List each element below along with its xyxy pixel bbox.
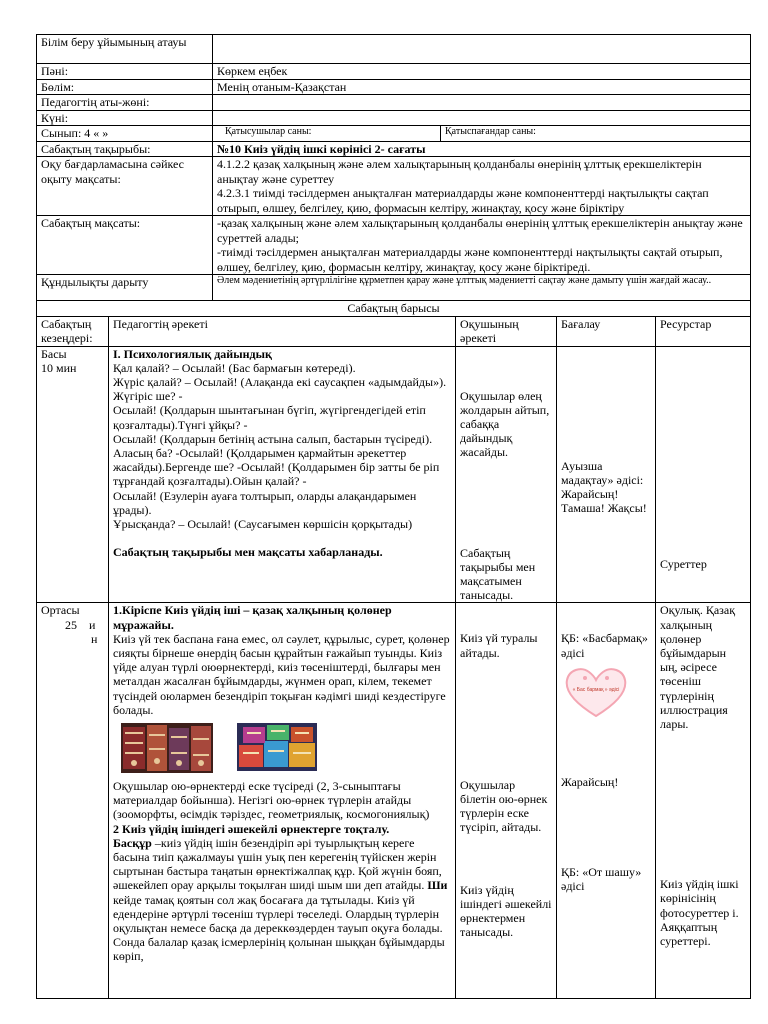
org-value xyxy=(213,35,751,64)
start-student-cell xyxy=(456,346,557,603)
middle-heading-2: 2 Киіз үйдің ішіндегі әшекейлі өрнектерге тоқталу. xyxy=(113,821,390,836)
start-stage-name: Басы xyxy=(41,346,67,361)
subject-label: Пәні: xyxy=(37,64,213,80)
middle-eval-2: Жарайсың! xyxy=(561,774,619,789)
middle-resource-1: Оқулық. Қазақ халқының қолөнер бұйымдарын ың, әсіресе төсеніш түрлерінің иллюстрация лары. xyxy=(660,603,736,731)
goal-2: -тиімді тәсілдермен анықталған материалдарды және компоненттерді нақтылықты сақтай отырып, өлшеу, белгілеу, қию, формасын келтіру, жинақтау, қосу және біріктіреді. xyxy=(217,245,723,274)
org-label: Білім беру ұйымының атауы xyxy=(37,35,213,64)
objective-1: 4.1.2.2 қазақ халқының және әлем халықтарының қолданбалы өнерінің ұлттық ерекшеліктерін анықтау және суреттеу xyxy=(217,157,702,186)
middle-eval-cell xyxy=(557,603,656,999)
values-value: Әлем мәдениетінің әртүрлілігіне құрметпен қарау және ұлттық мәдениетті сақтау және дамыту үшін жағдай жасау.. xyxy=(213,275,751,301)
middle-stage-name: Ортасы xyxy=(41,603,80,618)
subject-value: Көркем еңбек xyxy=(213,64,751,80)
lesson-plan-page xyxy=(36,34,750,999)
middle-student-cell xyxy=(456,603,557,999)
carpets-photo xyxy=(121,723,213,773)
start-closing: Сабақтың тақырыбы мен мақсаты хабарланады. xyxy=(113,545,383,560)
section-label: Бөлім: xyxy=(37,79,213,95)
textile-images xyxy=(121,723,451,773)
section-value: Менің отаным-Қазақстан xyxy=(213,79,751,95)
start-student-2: Сабақтың тақырыбы мен мақсатымен танысады. xyxy=(460,545,536,603)
goals-cell xyxy=(213,216,751,275)
teacher-value xyxy=(213,95,751,111)
start-resource-cell xyxy=(656,346,751,603)
date-label: Күні: xyxy=(37,110,213,126)
middle-para-1: Киіз үй тек баспана ғана емес, ол сәулет, құрылыс, сурет, қолөнер сияқты бірнеше өнердің басын құрайтын ғажайып туынды. Киіз үйде алуан түрлі оюөрнектерді, киіз төсеніштерді, былғары мен металдан жасалған бұйымдарды, жүнмен орап, кілем, текемет түсіндей оюлармен безендіріп тоқыған кәдімгі шиді кездестіруге болады. xyxy=(113,631,450,717)
present-label: Қатысушылар саны: xyxy=(213,126,441,142)
col-teacher: Педагогтің әрекеті xyxy=(109,316,456,346)
start-teacher-cell xyxy=(109,346,456,603)
header-table xyxy=(36,34,751,317)
topic-label: Сабақтың тақырыбы: xyxy=(37,141,213,157)
start-line: Ұрысқанда? – Осылай! (Саусағымен көршісін қорқытады) xyxy=(113,516,413,531)
middle-student-1: Киіз үй туралы айтады. xyxy=(460,631,538,660)
col-stage: Сабақтың кезеңдері: xyxy=(37,316,109,346)
middle-para-2: Оқушылар ою-өрнектерді еске түсіреді (2, 3-сыныптағы материалдар бойынша). Негізгі ою-өрнек түрлерін атайды (зооморфты, өсімдік тәріздес, геометриялық, космогониялық) xyxy=(113,778,430,822)
middle-eval-3: ҚБ: «От шашу» әдісі xyxy=(561,865,642,894)
middle-heading-1: 1.Кіріспе Киіз үйдің іші – қазақ халқының қолөнер мұражайы. xyxy=(113,603,392,632)
baskur-term: Басқұр xyxy=(113,835,152,850)
col-eval: Бағалау xyxy=(557,316,656,346)
objectives-cell xyxy=(213,157,751,216)
middle-student-2: Оқушылар білетін ою-өрнек түрлерін еске түсіріп, айтады. xyxy=(460,777,548,835)
start-line: Жүріс қалай? – Осылай! (Алақанда екі саусақпен «адымдайды»). Жүгіріс ше? - xyxy=(113,374,447,404)
start-line: Қал қалай? – Осылай! (Бас бармағын көтереді). xyxy=(113,360,356,375)
start-line: Аласың ба? -Осылай! (Қолдарымен қармайтын әрекеттер жасайды).Бергенде ше? -Осылай! (Қолдарымен бір затты бе ріп тұрғандай қозғалтады).Ойын қалай? - xyxy=(113,445,440,489)
teacher-label: Педагогтің аты-жөні: xyxy=(37,95,213,111)
middle-resource-cell xyxy=(656,603,751,999)
middle-student-3: Киіз үйдің ішіндегі әшекейлі өрнектермен танысады. xyxy=(460,882,552,940)
shi-text: кейде тамақ қоятын сол жақ босағаға да тұтылады. Киіз үй едендеріне әртүрлі төсеніш түрлері төселеді. Олардың түрлерін оқулықтан немесе басқа да дереккөздерден тауып оқуға болады. Сонда балалар қазақ ісмерлерінің қолынан шыққан бұйымдарды көріп, xyxy=(113,892,445,964)
date-value xyxy=(213,110,751,126)
middle-resource-2: Киіз үйдің ішкі көрінісінің фотосуреттер і. Аяққаптың суреттері. xyxy=(660,877,739,948)
objective-2: 4.2.3.1 тиімді тәсілдермен анықталған материалдарды және компоненттерді нақтылықты сақтап отырып, өлшеу, белгілеу, қию, формасын келтіру, жинақтау, қосу және біріктіру xyxy=(217,186,709,215)
start-eval: Ауызша мадақтау» әдісі: Жарайсың! Тамаша! Жақсы! xyxy=(561,458,647,516)
lesson-title: Сабақтың барысы xyxy=(37,301,751,317)
values-label: Құндылықты дарыту xyxy=(37,275,213,301)
start-line: Осылай! (Езулерін ауаға толтырып, оларды алақандарымен ұрады). xyxy=(113,488,417,517)
middle-stage-cell xyxy=(37,603,109,999)
absent-label: Қатыспағандар саны: xyxy=(441,126,751,142)
heart-text: « Бас бармақ » әдісі xyxy=(572,686,620,693)
class-label: Сынып: 4 « » xyxy=(37,126,213,142)
start-line: Осылай! (Қолдарын бетінің астына салып, бастарын түсіреді). xyxy=(113,431,433,446)
middle-eval-1: ҚБ: «Басбармақ» әдісі xyxy=(561,631,648,660)
lesson-table xyxy=(36,316,751,1000)
middle-teacher-cell xyxy=(109,603,456,999)
middle-para-3 xyxy=(113,836,451,964)
start-resource: Суреттер xyxy=(660,556,707,571)
thumb-method-heart-image xyxy=(563,664,629,720)
start-eval-cell xyxy=(557,346,656,603)
baskur-text: –киіз үйдің ішін безендіріп әрі туырлықтың кереге басына тиіп қажалмауы үшін уық пен керегенің түйіскен жерін сыртынан бастыра таңатын өрнектіжалпақ құр. Қой жүнін бояп, әшекейлеп орау арқылы тоқылған шиді шым ши деп атайды. xyxy=(113,835,442,893)
start-heading: I. Психологиялық дайындық xyxy=(113,346,272,361)
goals-label: Сабақтың мақсаты: xyxy=(37,216,213,275)
middle-stage-letter-2: н xyxy=(91,631,98,646)
goal-1: -қазақ халқының және әлем халықтарының қолданбалы өнерінің ұлттық ерекшеліктерін анықтау және суреттей алады; xyxy=(217,216,743,245)
middle-stage-minutes: 25 xyxy=(65,617,77,632)
topic-value: №10 Киіз үйдің ішкі көрінісі 2- сағаты xyxy=(213,141,751,157)
objectives-label: Оқу бағдарламасына сәйкес оқыту мақсаты: xyxy=(37,157,213,216)
middle-stage-letter-1: и xyxy=(89,617,96,632)
start-student-1: Оқушылар өлең жолдарын айтып, сабаққа дайындық жасайды. xyxy=(460,388,550,460)
shi-term: Ши xyxy=(427,878,448,893)
col-student: Оқушының әрекеті xyxy=(456,316,557,346)
start-stage-cell xyxy=(37,346,109,603)
col-resource: Ресурстар xyxy=(656,316,751,346)
start-stage-time: 10 мин xyxy=(41,360,77,375)
start-line: Осылай! (Қолдарын шынтағынан бүгіп, жүгіргендегідей етіп қозғалтады).Түнгі ұйқы? - xyxy=(113,403,426,432)
cushions-photo xyxy=(237,723,317,771)
